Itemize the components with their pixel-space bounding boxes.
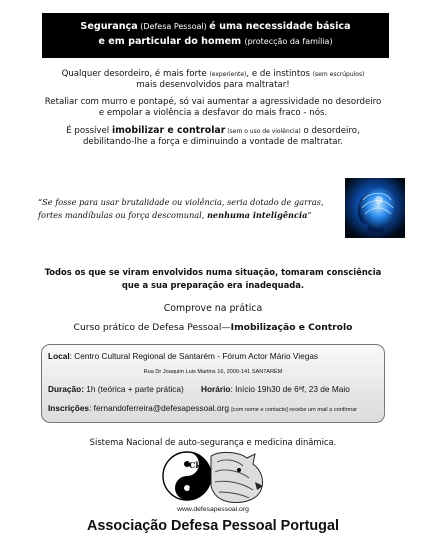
intro-emphasis: imobilizar e controlar	[111, 125, 226, 136]
intro-text: e empolar a violência a desfavor do mais fraco - nós.	[98, 108, 328, 118]
course-text: Curso prático de Defesa Pessoal—	[73, 322, 231, 333]
signup-note: [com nome e contacto] recebe um mail a confirmar	[231, 407, 358, 413]
website-url[interactable]: www.defesapessoal.org	[177, 506, 249, 513]
intro-note: (sem o uso de violência)	[225, 128, 301, 135]
system-tagline: Sistema Nacional de auto-segurança e medicina dinâmica.	[89, 437, 337, 447]
emphasis-line: Todos os que se viram envolvidos numa situação, tomaram consciência	[44, 267, 382, 277]
banner-line-1	[42, 19, 389, 34]
banner-line-2	[42, 34, 389, 49]
emphasis-line: que a sua preparação era inadequada.	[121, 280, 305, 290]
intro-text: , e de instintos	[246, 69, 313, 79]
intro-note: (experiente)	[209, 71, 247, 78]
quote-emphasis: nenhuma inteligência	[206, 210, 308, 220]
schedule-value: : Início 19h30 de 6ªf, 23 de Maio	[230, 384, 350, 394]
address-line: Rua Dr Joaquim Luis Martins 16, 2000-141 SANTARÉM	[143, 369, 283, 375]
signup-line	[48, 403, 357, 413]
brain-image	[345, 178, 405, 238]
wolf-icon	[211, 452, 263, 502]
intro-text: o desordeiro,	[300, 126, 360, 136]
intro-note: (sem escrúpulos)	[312, 71, 365, 78]
intro-paragraph-3	[20, 125, 406, 148]
banner-text: Segurança	[80, 21, 138, 32]
quote-block	[38, 196, 338, 222]
signup-label: Inscrições	[48, 403, 90, 413]
quote-line	[38, 209, 338, 222]
course-emphasis: Imobilização e Controlo	[230, 322, 353, 333]
duration-line	[48, 384, 184, 394]
emphasis-block	[28, 266, 398, 292]
event-info-box	[41, 344, 385, 423]
banner-text: é uma necessidade básica	[209, 21, 351, 32]
local-line	[48, 351, 318, 361]
banner-text: (Defesa Pessoal)	[137, 22, 210, 31]
prove-heading: Comprove na prática	[163, 303, 263, 314]
intro-text: debilitando-lhe a força e diminuindo a vontade de maltratar.	[82, 137, 344, 147]
local-label: Local	[48, 351, 70, 361]
schedule-line	[201, 384, 350, 394]
quote-line: “Se fosse para usar brutalidade ou violência, seria dotado de garras,	[38, 197, 324, 207]
course-title	[0, 322, 426, 333]
header-banner	[42, 13, 389, 58]
intro-text: É possível	[66, 126, 112, 136]
duration-value: 1h (teórica + parte prática)	[83, 384, 184, 394]
intro-text: Qualquer desordeiro, é mais forte	[61, 69, 210, 79]
signup-email[interactable]: : fernandoferreira@defesapessoal.org	[89, 403, 232, 413]
logo-letters-bottom: Oc	[189, 484, 201, 494]
logo-letters-top: Ckj	[189, 460, 204, 470]
schedule-label: Horário	[201, 384, 231, 394]
quote-text: ”	[307, 210, 312, 220]
intro-paragraph-1	[20, 69, 406, 91]
intro-paragraph-2	[20, 97, 406, 119]
association-name: Associação Defesa Pessoal Portugal	[87, 518, 339, 534]
association-logo	[159, 448, 275, 506]
intro-text: mais desenvolvidos para maltratar!	[136, 80, 290, 90]
banner-text: (protecção da família)	[244, 37, 333, 46]
local-value: : Centro Cultural Regional de Santarém - Fórum Actor Mário Viegas	[69, 351, 319, 361]
duration-label: Duração:	[48, 384, 84, 394]
quote-text: fortes mandíbulas ou força descomunal,	[38, 210, 207, 220]
intro-text: Retaliar com murro e pontapé, só vai aumentar a agressividade no desordeiro	[44, 97, 382, 107]
banner-text: e em particular do homem	[98, 36, 245, 47]
